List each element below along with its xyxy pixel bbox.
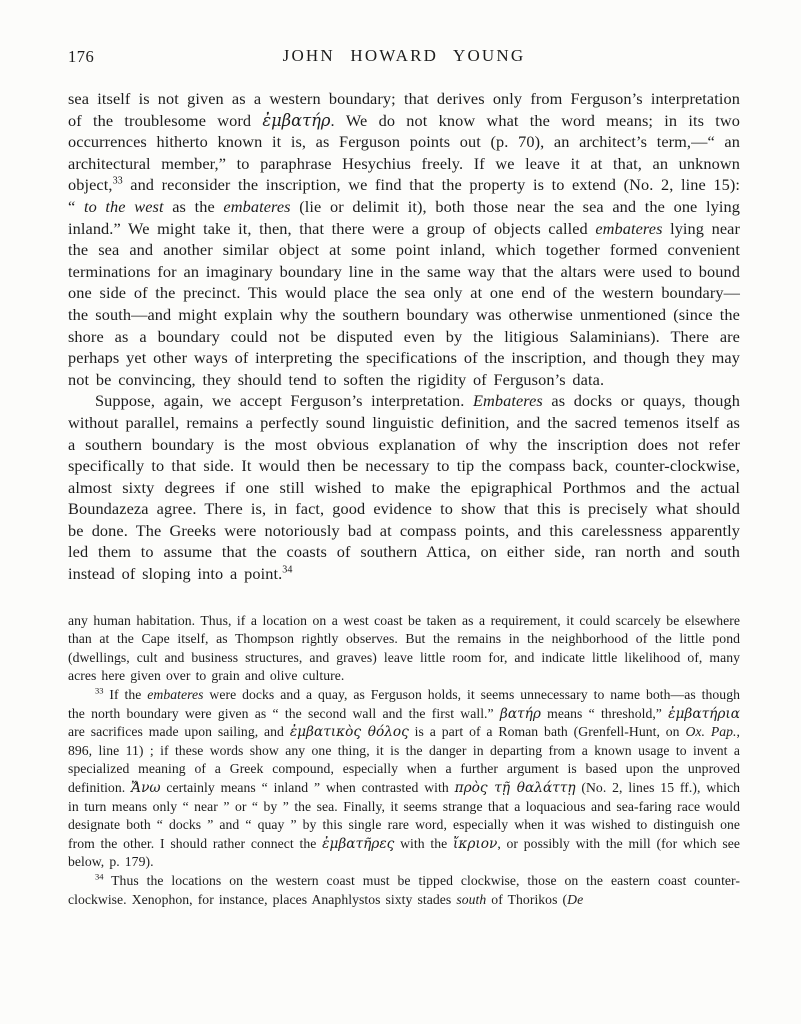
greek-term: ἐμβατήρια — [668, 705, 740, 722]
footnote-marker: 34 — [95, 871, 104, 882]
text-segment: , 896, line 11) ; if these words show any one thing, it is the danger in departing from a known usage to invent a specialized meaning of a Greek compound, especially when a further argument is based upon the unproved definition. — [68, 724, 740, 795]
text-segment: (lie or delimit it), both those near the sea and the one lying inland.” We might take it, then, that there were a group of objects called — [68, 196, 740, 238]
text-segment: as docks or quays, though without parallel, remains a perfectly sound linguistic definition, and the sacred temenos itself as a southern boundary is the most obvious explanation of why the inscription does not refer specifically to that side. It would then be necessary to tip the compass back, counter-clockwise, almost sixty degrees if one still wished to make the epigraphical Porthmos and the actual Boundazeza agree. There is, in fact, good evidence to show that this is precisely what should be done. The Greeks were notoriously bad at compass points, and this carelessness apparently led them to assume that the coasts of southern Attica, on either side, ran north and south instead of sloping into a point. — [68, 391, 740, 584]
greek-term: Ἄνω — [131, 780, 161, 796]
greek-term: ἐμβατικὸς θόλος — [289, 724, 409, 741]
text-segment: any human habitation. Thus, if a location on a west coast be taken as a requirement, it could scarcely be elsewhere than at the Cape itself, as Thompson rightly observes. But the remains in the neighborhood of the little pond (dwellings, cult and business structures, and graves) leave little room for, and indicate little likelihood of, many acres here given over to grain and olive culture. — [68, 612, 740, 684]
footnote-paragraph — [68, 686, 740, 872]
text-segment: sea itself is not given as a western boundary; that derives only from Ferguson’s interpretation of the troublesome word — [68, 89, 740, 130]
body-paragraph — [68, 88, 740, 390]
text-segment: Embateres — [472, 391, 543, 411]
body-text — [68, 88, 740, 585]
greek-term: πρὸς τῇ θαλάττῃ — [454, 780, 576, 796]
text-segment: . We do not know what the word means; in its two occurrences hitherto known it is, as Ferguson points out (p. 70), an architect’s term,—“ an architectural member,” to paraphrase Hesychius freely. If we leave it at that, an unknown object, — [68, 110, 740, 195]
running-title: JOHN HOWARD YOUNG — [282, 46, 526, 65]
text-segment: certainly means “ inland ” when contrasted with — [160, 780, 455, 795]
text-segment: of Thorikos ( — [486, 891, 568, 907]
body-paragraph — [68, 390, 740, 584]
text-segment: south — [456, 891, 487, 907]
text-segment: lying near the sea and another similar object at some point inland, which together formed convenient terminations for an imaginary boundary line in the same way that the altars were used to bound one side of the precinct. This would place the sea only at one end of the western boundary—the south—and might explain why the southern boundary was otherwise unmentioned (since the shore as a boundary could not be disputed even by the litigious Salaminians). There are perhaps yet other ways of interpreting the specifications of the inscription, and though they may not be convincing, they should tend to soften the rigidity of Ferguson’s data. — [68, 218, 740, 389]
text-segment: embateres — [223, 196, 291, 216]
footnotes — [68, 612, 740, 910]
text-segment: with the — [394, 835, 453, 851]
greek-term: ἐμβατῆρες — [322, 835, 395, 852]
text-segment: De — [567, 891, 584, 907]
text-segment: Thus the locations on the western coast must be tipped clockwise, those on the eastern coast counter-clockwise. Xenophon, for instance, places Anaphlystos sixty stades — [68, 872, 740, 907]
page-number: 176 — [68, 47, 95, 66]
text-segment: means “ threshold,” — [540, 705, 669, 721]
footnote-marker: 33 — [95, 685, 104, 696]
footnote-paragraph — [68, 612, 740, 686]
greek-term: ἴκριον — [453, 835, 498, 852]
greek-term: ἐμβατήρ — [262, 110, 331, 130]
text-segment: is a part of a Roman bath (Grenfell-Hunt, on — [408, 724, 686, 740]
greek-term: βατήρ — [499, 705, 541, 722]
text-segment: If the — [103, 687, 148, 703]
page-header — [68, 46, 740, 68]
text-segment: , or possibly with the mill (for which see below, p. 179). — [68, 835, 740, 870]
footnote-paragraph — [68, 872, 740, 909]
footnote-marker: 34 — [282, 564, 293, 576]
text-segment: and reconsider the inscription, we find that the property is to extend (No. 2, line 15): “ — [68, 175, 740, 216]
text-segment: were docks and a quay, as Ferguson holds, it seems unnecessary to name both—as though the north boundary were given as “ the second wall and the first wall.” — [68, 687, 740, 721]
footnote-marker: 33 — [112, 175, 123, 187]
text-segment: as the — [163, 196, 224, 216]
text-segment: Ox. Pap. — [685, 724, 737, 740]
text-segment: (No. 2, lines 15 ff.), which in turn means only “ near ” or “ by ” the sea. Finally, it seems strange that a loquacious and sea-faring race would designate both “ docks ” and “ quay ” by this single rare word, especially when it was wished to distinguish one from the other. I should rather connect the — [68, 780, 740, 851]
text-segment: to the west — [83, 196, 164, 216]
text-segment: embateres — [147, 687, 204, 703]
text-segment: Suppose, again, we accept Ferguson’s interpretation. — [95, 391, 473, 411]
text-segment: are sacrifices made upon sailing, and — [68, 724, 290, 740]
text-segment: embateres — [595, 218, 663, 238]
